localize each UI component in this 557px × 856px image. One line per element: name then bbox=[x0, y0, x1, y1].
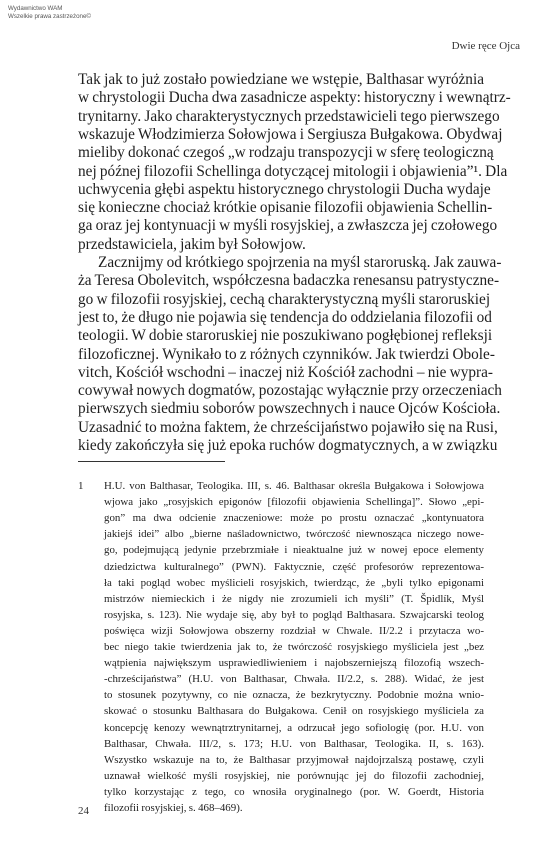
footnote-line: filozofii rosyjskiej, s. 468–469). bbox=[104, 802, 243, 814]
body-line: jest to, że długo nie pojawia się tendencja do oddzielania filozofii od bbox=[78, 308, 492, 326]
footnote-line: jakiejś idei” albo „bierne naśladownictwo, twórczość niewnosząca niczego nowe- bbox=[104, 528, 484, 541]
page-number: 24 bbox=[78, 805, 89, 817]
body-line: teologii. W dobie staroruskiej nie poszukiwano pogłębionej refleksji bbox=[78, 327, 493, 345]
footnote-line: Wszystko wskazuje na to, że Balthasar przyjmował najdojrzalszą postawę, czyli bbox=[104, 753, 484, 766]
copyright-notice: Wszelkie prawa zastrzeżone© bbox=[8, 12, 91, 20]
body-line: Tak jak to już zostało powiedziane we wstępie, Balthasar wyróżnia bbox=[78, 71, 484, 88]
publisher-watermark bbox=[8, 5, 91, 20]
body-line: nej późnej filozofii Schellinga dotyczącej mitologii i objawienia”¹. Dla bbox=[78, 162, 508, 180]
footnote-line: skować o stosunku Balthasara do Bułgakowa. Cenił on rosyjskiego myśliciela za bbox=[104, 705, 484, 718]
body-line: vitch, Kościół wschodni – inaczej niż Kościół zachodni – nie wypra- bbox=[78, 363, 493, 381]
footnote-line: dziedzictwa kulturalnego” (PWN). Faktycznie, część profesorów reprezentowa- bbox=[104, 560, 484, 573]
footnote-line: Balthasar, Chwała. III/2, s. 173; H.U. von Balthasar, Teologika. II, s. 163). bbox=[104, 737, 484, 750]
footnote-line: go, podejmującą jedynie przebrzmiałe i nieaktualne już w nowej epoce elementy bbox=[104, 544, 484, 557]
body-line: trynitarny. Jako charakterystycznych przedstawicieli tego pierwszego bbox=[78, 107, 500, 125]
footnote-line: H.U. von Balthasar, Teologika. III, s. 46. Balthasar określa Bułgakowa i Sołowjowa bbox=[104, 480, 484, 492]
body-line: ga oraz jej kontynuacji w myśli rosyjskiej, a zwłaszcza jej czołowego bbox=[78, 217, 498, 235]
footnote-line: poświęca wizji Sołowjowa obszerny rozdział w Chwale. II/2.2 i przytacza wo- bbox=[104, 624, 484, 637]
footnote-line: uznawał wielkość myśli rosyjskiej, nie porównując jej do filozofii zachodniej, bbox=[104, 769, 484, 782]
footnote-line: tylko korzystając z tego, co wnosiła oryginalnego (por. W. Goerdt, Historia bbox=[104, 785, 484, 798]
body-line: się konieczne chociaż krótkie opisanie filozofii objawienia Schellin- bbox=[78, 199, 493, 217]
publisher-name: Wydawnictwo WAM bbox=[8, 5, 63, 12]
footnote-line: ła taki pogląd wobec myślicieli rosyjskich, twierdząc, że „byli tylko epigonami bbox=[104, 576, 484, 589]
running-header: Dwie ręce Ojca bbox=[451, 40, 520, 52]
footnote-line: bec niego takie twierdzenia jak to, że twórczość rosyjskiego myśliciela jest „bez bbox=[104, 641, 484, 653]
body-line: przedstawiciela, jakim był Sołowjow. bbox=[78, 235, 306, 253]
body-line: mieliby dokonać czegoś „w rodzaju transpozycji w sferę teologiczną bbox=[78, 144, 494, 162]
footnote-number: 1 bbox=[78, 480, 84, 492]
footnote-line: wątpienia największym usprawiedliwieniem i najobszerniejszą filozofią wszech- bbox=[104, 657, 484, 670]
body-line: wskazuje Włodzimierza Sołowjowa i Sergiusza Bułgakowa. Obydwaj bbox=[78, 125, 503, 143]
footnote-line: -chrześcijaństwa” (H.U. von Balthasar, Chwała. II/2.2, s. 288). Widać, że jest bbox=[104, 673, 484, 686]
body-line: uchwycenia głębi aspektu historycznego chrystologii Ducha wydaje bbox=[78, 180, 491, 198]
body-line: ża Teresa Obolevitch, współczesna badaczka renesansu patrystyczne- bbox=[78, 272, 500, 290]
body-line: w chrystologii Ducha dwa zasadnicze aspekty: historyczny i wewnątrz- bbox=[78, 89, 511, 107]
footnote-line: rosyjska, s. 123). Nie wydaje się, aby był to pogląd Balthasara. Szwajcarski teolog bbox=[104, 608, 484, 621]
footnote-line: mistrzów niemieckich i że nigdy nie zrozumieli ich myśli” (T. Špidlík, Myśl bbox=[104, 592, 484, 605]
body-line: Uzasadnić to można faktem, że chrześcijaństwo pojawiło się na Rusi, bbox=[78, 418, 498, 436]
footnote-line: koncepcję kenozy wewnątrztrynitarnej, a odrzucał jego sofiologię (por. H.U. von bbox=[104, 721, 484, 734]
body-line: go w filozofii rosyjskiej, cechą charakterystyczną myśli staroruskiej bbox=[78, 290, 491, 308]
footnote-line: gon” ma dwa odcienie znaczeniowe: może po prostu oznaczać „kontynuatora bbox=[104, 512, 484, 525]
footnote-separator bbox=[78, 461, 225, 462]
body-line: kiedy zakończyła się już epoka ruchów dogmatycznych, a w związku bbox=[78, 437, 498, 454]
body-line: pierwszych siedmiu soborów powszechnych i nauce Ojców Kościoła. bbox=[78, 400, 501, 418]
body-line: cowywał nowych dogmatów, pozostając wyłącznie przy orzeczeniach bbox=[78, 382, 502, 400]
body-line: Zacznijmy od krótkiego spojrzenia na myśl staroruską. Jak zauwa- bbox=[98, 254, 502, 271]
footnote-line: wjowa jako „rosyjskich epigonów [filozofii objawienia Schellinga]”. Słowo „epi- bbox=[104, 496, 484, 509]
footnote-line: to stosunek pozytywny, co nie oznacza, że bezkrytyczny. Podobnie można wnio- bbox=[104, 689, 484, 702]
body-line: filozoficznej. Wynikało to z różnych czynników. Jak twierdzi Obole- bbox=[78, 345, 495, 363]
